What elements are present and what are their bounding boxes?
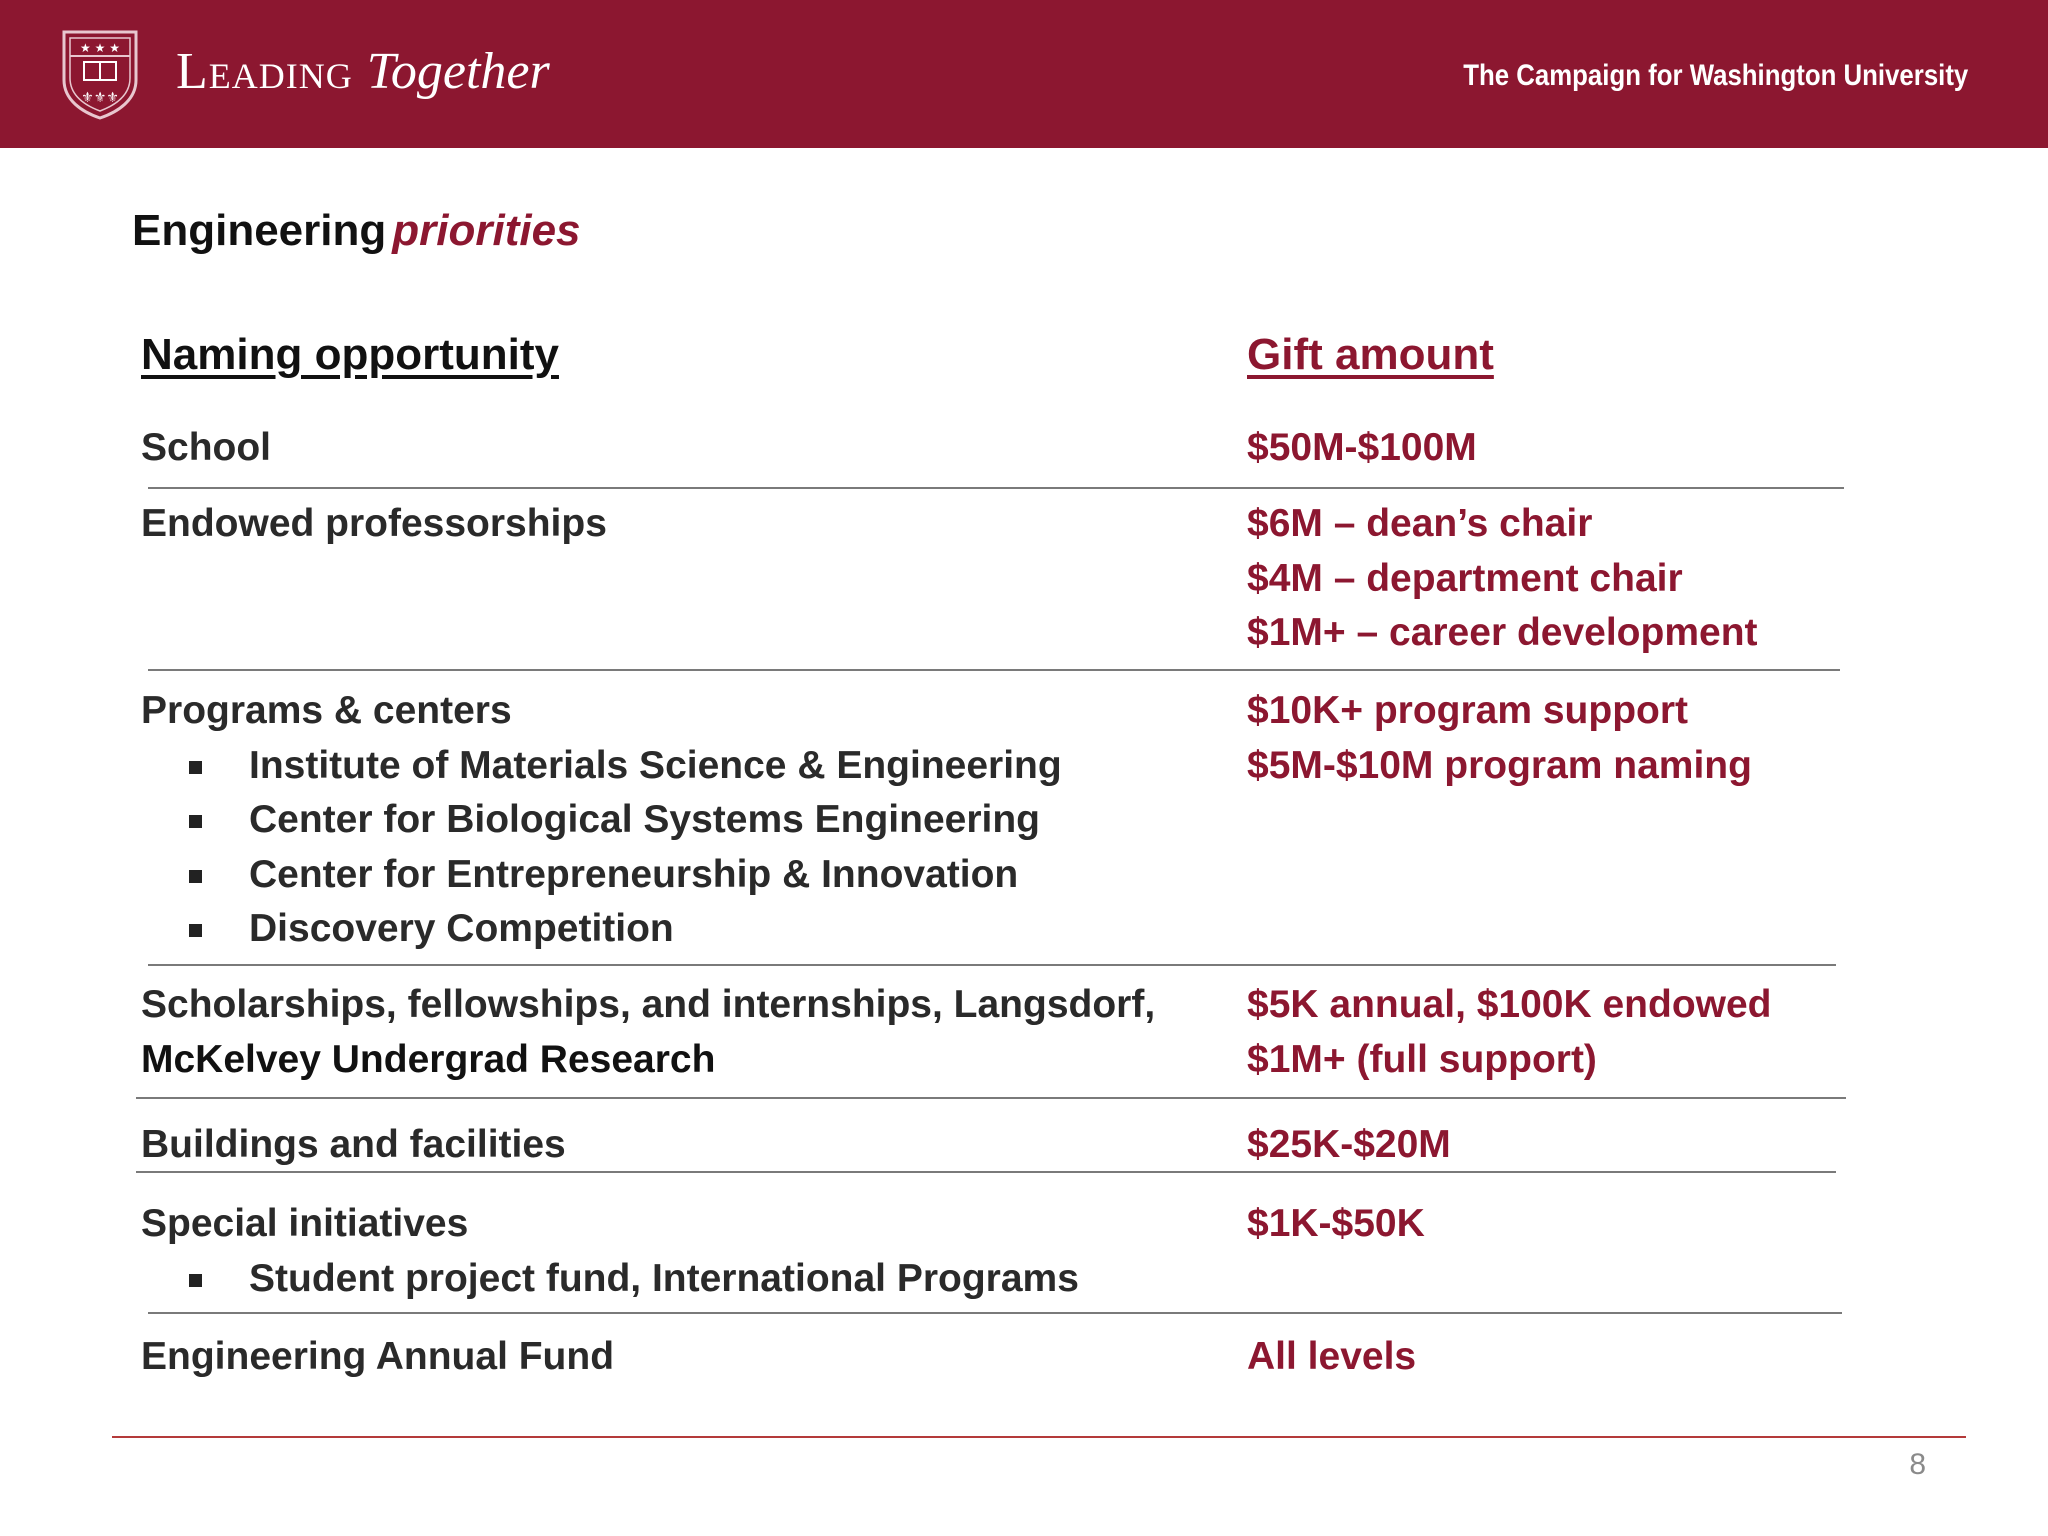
list-item	[141, 739, 1191, 794]
column-header-gift-amount: Gift amount	[1247, 330, 1494, 379]
square-bullet-icon	[189, 815, 202, 828]
brand-leading: Leading	[176, 43, 353, 100]
gift-amount: $10K+ program support	[1247, 689, 1689, 732]
gift-amount-cell	[1247, 421, 1897, 476]
square-bullet-icon	[189, 761, 202, 774]
list-item	[141, 793, 1191, 848]
gift-amount: $1K-$50K	[1247, 1202, 1425, 1245]
gift-amount: $6M – dean’s chair	[1247, 502, 1593, 545]
gift-amount-cell	[1247, 1118, 1897, 1173]
gift-amount-cell	[1247, 1197, 1897, 1252]
gift-amount: $50M-$100M	[1247, 426, 1477, 469]
header-banner	[0, 0, 2048, 148]
square-bullet-icon	[189, 1274, 202, 1287]
gift-amount: $1M+ – career development	[1247, 611, 1758, 654]
slide-title	[132, 206, 581, 256]
row-divider	[136, 1171, 1836, 1173]
gift-amount: $5K annual, $100K endowed	[1247, 983, 1772, 1026]
campaign-wordmark	[176, 40, 550, 104]
gift-amount-cell	[1247, 978, 1897, 1087]
list-item	[141, 1252, 1191, 1307]
square-bullet-icon	[189, 870, 202, 883]
naming-opportunity-cell	[141, 1330, 1191, 1385]
square-bullet-icon	[189, 924, 202, 937]
list-item-text: Center for Biological Systems Engineering	[249, 798, 1041, 841]
list-item-text: Institute of Materials Science & Engineering	[249, 743, 1062, 787]
row-label: Engineering Annual Fund	[141, 1335, 615, 1378]
row-label: School	[141, 426, 272, 469]
footer-divider	[112, 1436, 1966, 1438]
list-item-text: Student project fund, International Programs	[249, 1256, 1079, 1300]
list-item-text: Center for Entrepreneurship & Innovation	[249, 852, 1019, 896]
title-main: Engineering	[132, 206, 387, 255]
list-item-text: Discovery Competition	[249, 907, 674, 950]
list-item	[141, 848, 1191, 903]
gift-amount: $4M – department chair	[1247, 556, 1683, 600]
gift-amount-cell	[1247, 1330, 1897, 1385]
row-divider	[148, 487, 1844, 489]
row-label: Special initiatives	[141, 1202, 469, 1245]
naming-opportunity-cell	[141, 497, 1191, 552]
row-label: Programs & centers	[141, 689, 512, 732]
gift-amount: $25K-$20M	[1247, 1123, 1451, 1166]
gift-amount: $5M-$10M program naming	[1247, 743, 1752, 787]
row-divider	[148, 1312, 1842, 1314]
naming-opportunity-cell	[141, 1197, 1191, 1306]
row-label: McKelvey Undergrad Research	[141, 1037, 716, 1081]
row-divider	[148, 964, 1836, 966]
row-divider	[136, 1097, 1846, 1099]
svg-text:⚜⚜⚜: ⚜⚜⚜	[81, 90, 119, 106]
gift-amount: $1M+ (full support)	[1247, 1037, 1597, 1081]
gift-amount: All levels	[1247, 1335, 1417, 1378]
university-shield-icon	[60, 28, 140, 120]
row-label: Endowed professorships	[141, 502, 607, 545]
svg-text:★ ★ ★: ★ ★ ★	[80, 41, 120, 55]
row-divider	[148, 669, 1840, 671]
naming-opportunity-cell	[141, 1118, 1191, 1173]
row-label: Scholarships, fellowships, and internships, Langsdorf,	[141, 983, 1156, 1026]
campaign-name: The Campaign for Washington University	[1462, 59, 1968, 92]
title-accent: priorities	[392, 206, 581, 255]
naming-opportunity-cell	[141, 684, 1191, 957]
page-number: 8	[1909, 1448, 1926, 1481]
brand-together: Together	[366, 43, 550, 100]
gift-amount-cell	[1247, 684, 1897, 793]
naming-opportunity-cell	[141, 421, 1191, 476]
list-item	[141, 902, 1191, 957]
row-label: Buildings and facilities	[141, 1123, 566, 1166]
gift-amount-cell	[1247, 497, 1897, 661]
column-header-naming-opportunity: Naming opportunity	[141, 330, 559, 379]
naming-opportunity-cell	[141, 978, 1191, 1087]
